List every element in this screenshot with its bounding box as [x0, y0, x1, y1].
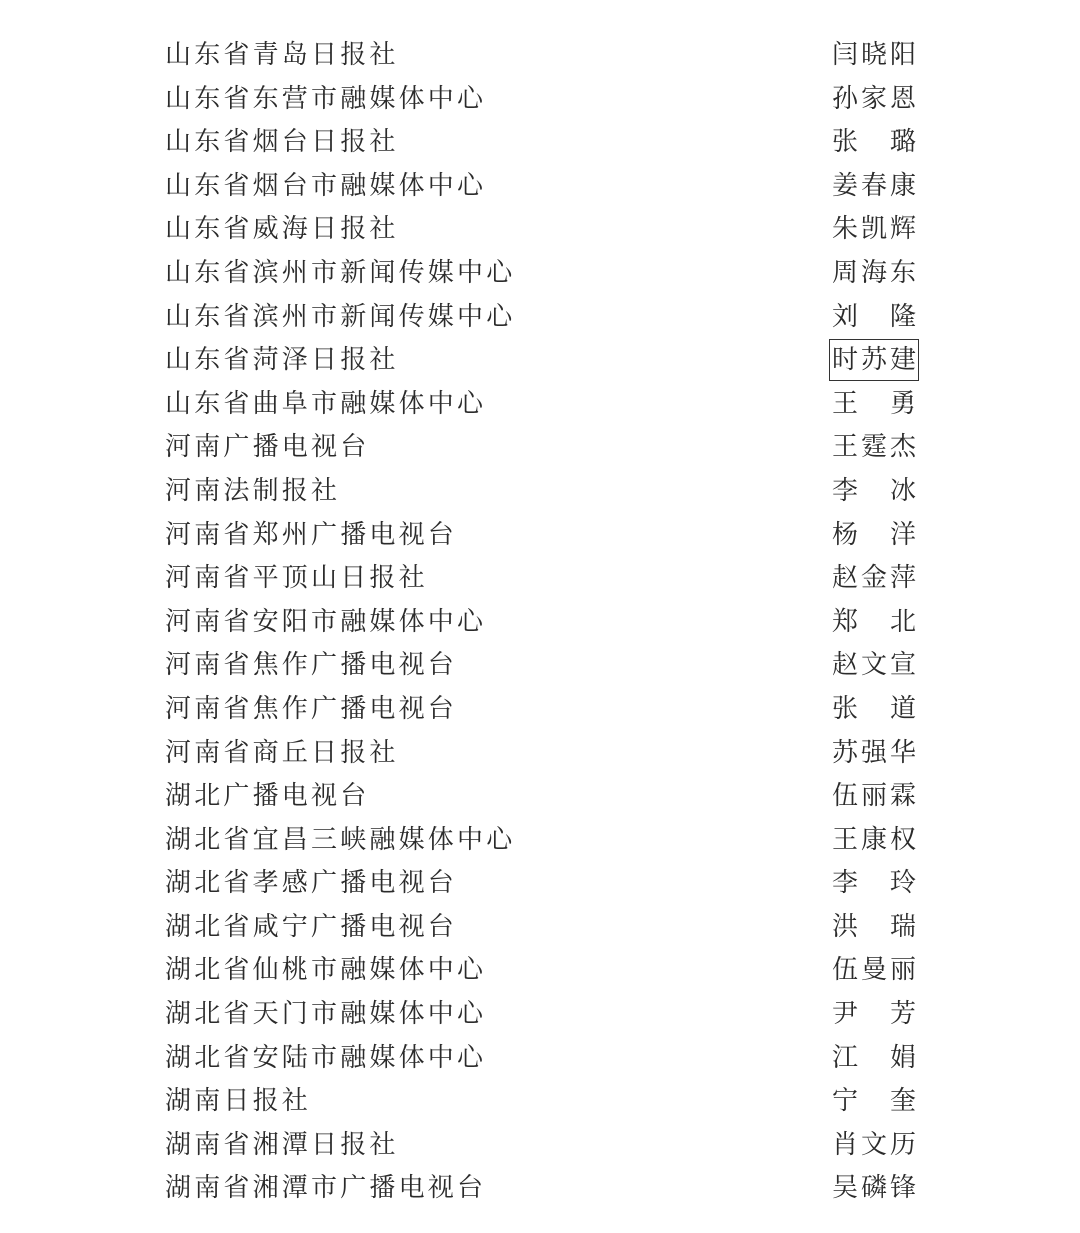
person-name: 刘隆: [832, 301, 916, 332]
organization-name: 湖北省咸宁广播电视台: [165, 911, 458, 942]
list-row: [0, 513, 1080, 557]
person-name: 王勇: [832, 388, 916, 419]
list-row: [0, 469, 1080, 513]
person-name: 王康权: [832, 824, 916, 855]
organization-name: 湖北省天门市融媒体中心: [165, 999, 487, 1030]
person-name: 赵金萍: [832, 563, 916, 594]
list-row: [0, 948, 1080, 992]
list-row: [0, 774, 1080, 818]
organization-name: 湖南日报社: [165, 1086, 312, 1117]
organization-name: 山东省青岛日报社: [165, 40, 399, 70]
person-name-highlighted: 时苏建: [832, 342, 916, 378]
person-name: 李玲: [832, 868, 916, 899]
person-name: 闫晓阳: [832, 40, 916, 70]
organization-name: 山东省东营市融媒体中心: [165, 83, 487, 114]
organization-name: 湖南省湘潭日报社: [165, 1129, 399, 1160]
list-row: [0, 818, 1080, 862]
list-row: [0, 77, 1080, 121]
organization-name: 山东省菏泽日报社: [165, 345, 399, 376]
list-row: [0, 33, 1080, 77]
organization-name: 湖北广播电视台: [165, 781, 370, 812]
person-name: 孙家恩: [832, 83, 916, 114]
organization-name: 山东省威海日报社: [165, 214, 399, 245]
organization-name: 河南省平顶山日报社: [165, 563, 428, 594]
person-name: 江娟: [832, 1042, 916, 1073]
person-name: 伍丽霖: [832, 781, 916, 812]
list-row: [0, 295, 1080, 339]
list-row: [0, 425, 1080, 469]
person-name: 张璐: [832, 127, 916, 158]
organization-name: 山东省烟台日报社: [165, 127, 399, 158]
list-row: [0, 1166, 1080, 1210]
person-name: 伍曼丽: [832, 955, 916, 986]
person-name: 洪瑞: [832, 911, 916, 942]
organization-name: 山东省滨州市新闻传媒中心: [165, 301, 516, 332]
list-row: [0, 687, 1080, 731]
person-name: 王霆杰: [832, 432, 916, 463]
person-name: 郑北: [832, 606, 916, 637]
list-row: [0, 1036, 1080, 1080]
organization-name: 山东省曲阜市融媒体中心: [165, 388, 487, 419]
list-row: [0, 164, 1080, 208]
organization-name: 山东省滨州市新闻传媒中心: [165, 257, 516, 288]
organization-name: 河南省焦作广播电视台: [165, 693, 458, 724]
person-name: 宁奎: [832, 1086, 916, 1117]
organization-name: 湖北省仙桃市融媒体中心: [165, 955, 487, 986]
organization-name: 湖北省宜昌三峡融媒体中心: [165, 824, 516, 855]
list-row: [0, 120, 1080, 164]
organization-name: 河南省郑州广播电视台: [165, 519, 458, 550]
list-row: [0, 1123, 1080, 1167]
list-row: [0, 731, 1080, 775]
person-name: 姜春康: [832, 170, 916, 201]
name-list: [0, 33, 1080, 1210]
person-name: 朱凯辉: [832, 214, 916, 245]
person-name: 肖文历: [832, 1129, 916, 1160]
person-name: 吴磷锋: [832, 1173, 916, 1204]
organization-name: 河南法制报社: [165, 475, 341, 506]
organization-name: 山东省烟台市融媒体中心: [165, 170, 487, 201]
person-name: 李冰: [832, 475, 916, 506]
organization-name: 河南广播电视台: [165, 432, 370, 463]
person-name: 苏强华: [832, 737, 916, 768]
list-row: [0, 861, 1080, 905]
person-name: 周海东: [832, 257, 916, 288]
list-row: [0, 992, 1080, 1036]
person-name: 赵文宣: [832, 650, 916, 681]
organization-name: 湖南省湘潭市广播电视台: [165, 1173, 487, 1204]
person-name: 杨洋: [832, 519, 916, 550]
organization-name: 湖北省孝感广播电视台: [165, 868, 458, 899]
list-row: [0, 382, 1080, 426]
list-row: [0, 338, 1080, 382]
list-row: [0, 600, 1080, 644]
organization-name: 河南省安阳市融媒体中心: [165, 606, 487, 637]
list-row: [0, 556, 1080, 600]
list-row: [0, 207, 1080, 251]
organization-name: 河南省焦作广播电视台: [165, 650, 458, 681]
list-row: [0, 643, 1080, 687]
person-name: 张道: [832, 693, 916, 724]
organization-name: 河南省商丘日报社: [165, 737, 399, 768]
list-row: [0, 905, 1080, 949]
person-name: 尹芳: [832, 999, 916, 1030]
list-row: [0, 1079, 1080, 1123]
organization-name: 湖北省安陆市融媒体中心: [165, 1042, 487, 1073]
list-row: [0, 251, 1080, 295]
